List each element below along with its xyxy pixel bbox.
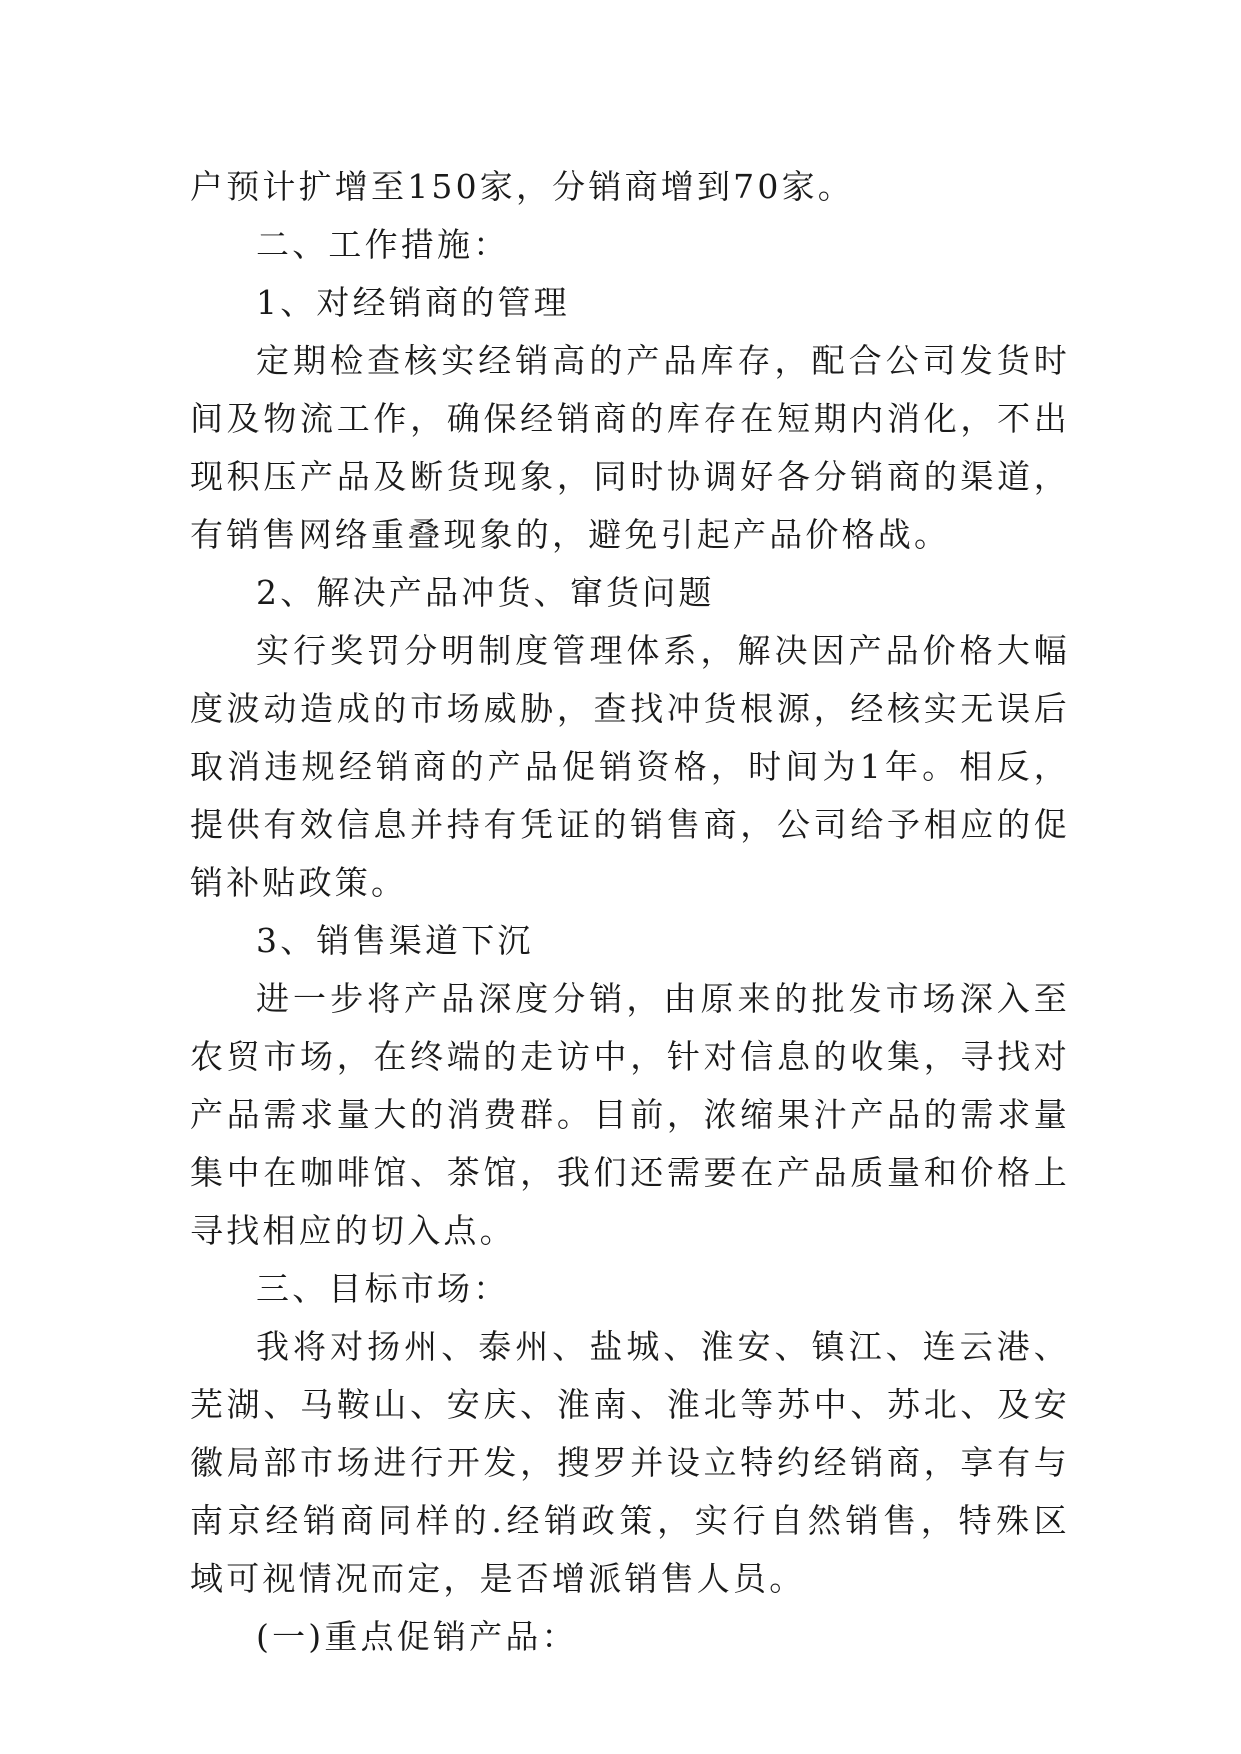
subheading-key-promotion-products: (一)重点促销产品： — [256, 1617, 578, 1656]
paragraph-distributor-target: 户预计扩增至150家，分销商增到70家。 — [190, 167, 854, 206]
paragraph-cross-region-goods: 实行奖罚分明制度管理体系，解决因产品价格大幅度波动造成的市场威胁，查找冲货根源，经核实无误后取消违规经销商的产品促销资格，时间为1年。相反，提供有效信息并持有凭证的销售商，公司给予相应的促销补贴政策。 — [190, 631, 1070, 902]
paragraph-channel-sinking: 进一步将产品深度分销，由原来的批发市场深入至农贸市场，在终端的走访中，针对信息的收集，寻找对产品需求量大的消费群。目前，浓缩果汁产品的需求量集中在咖啡馆、茶馆，我们还需要在产品质量和价格上寻找相应的切入点。 — [190, 979, 1070, 1250]
paragraph-dealer-management: 定期检查核实经销高的产品库存，配合公司发货时间及物流工作，确保经销商的库存在短期内消化，不出现积压产品及断货现象，同时协调好各分销商的渠道，有销售网络重叠现象的，避免引起产品价格战。 — [190, 341, 1070, 554]
heading-target-market: 三、目标市场： — [256, 1269, 510, 1308]
subheading-cross-region-goods: 2、解决产品冲货、窜货问题 — [256, 573, 715, 612]
heading-work-measures: 二、工作措施： — [256, 225, 510, 264]
subheading-channel-sinking: 3、销售渠道下沉 — [256, 921, 534, 960]
subheading-dealer-management: 1、对经销商的管理 — [256, 283, 570, 322]
paragraph-target-market: 我将对扬州、泰州、盐城、淮安、镇江、连云港、芜湖、马鞍山、安庆、淮南、淮北等苏中、苏北、及安徽局部市场进行开发，搜罗并设立特约经销商，享有与南京经销商同样的.经销政策，实行自然销售，特殊区域可视情况而定，是否增派销售人员。 — [190, 1327, 1070, 1598]
document-body — [190, 158, 1070, 1666]
